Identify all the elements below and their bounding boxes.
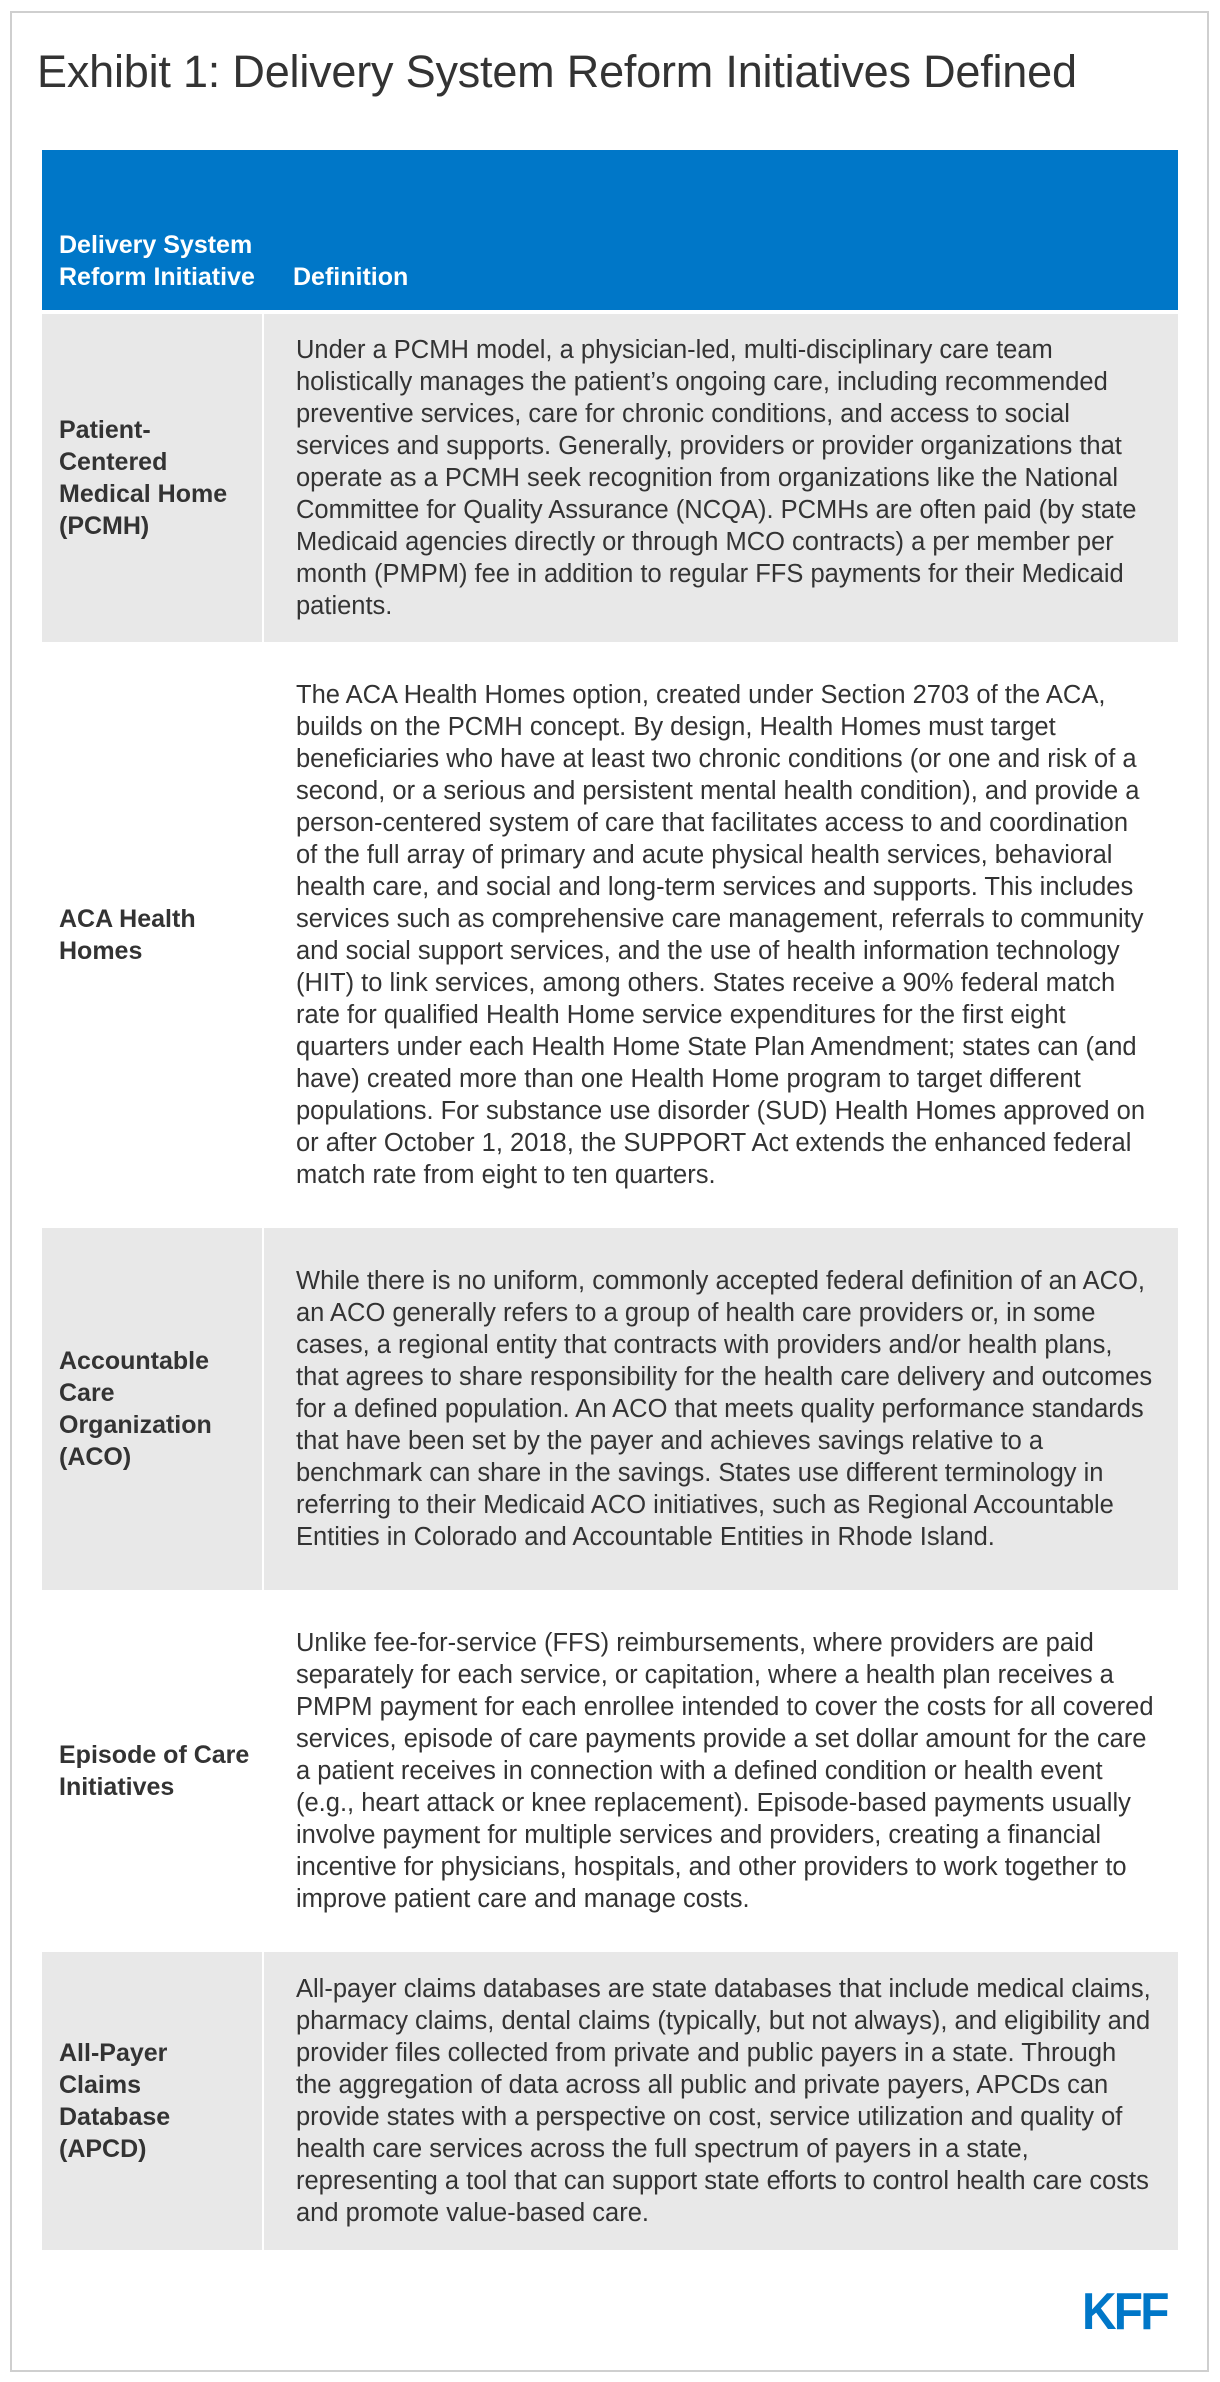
row-definition: Under a PCMH model, a physician-led, multi-disciplinary care team holistically manages the patient’s ongoing care, including recommended preventive services, care for chronic conditions, and access to social services and supports. Generally, providers or provider organizations that operate as a PCMH seek recognition from organizations like the National Committee for Quality Assurance (NCQA). PCMHs are often paid (by state Medicaid agencies directly or through MCO contracts) a per member per month (PMPM) fee in addition to regular FFS payments for their Medicaid patients. — [264, 314, 1178, 642]
exhibit-title: Exhibit 1: Delivery System Reform Initiatives Defined — [37, 46, 1077, 97]
kff-logo: KFF — [1082, 2283, 1167, 2341]
column-header-initiative: Delivery System Reform Initiative — [59, 231, 255, 291]
row-label: All-Payer Claims Database (APCD) — [42, 1952, 262, 2250]
row-definition: While there is no uniform, commonly accepted federal definition of an ACO, an ACO generally refers to a group of health care providers or, in some cases, a regional entity that contracts with providers and/or health plans, that agrees to share responsibility for the health care delivery and outcomes for a defined population. An ACO that meets quality performance standards that have been set by the payer and achieves savings relative to a benchmark can share in the savings. States use different terminology in referring to their Medicaid ACO initiatives, such as Regional Accountable Entities in Colorado and Accountable Entities in Rhode Island. — [264, 1228, 1178, 1590]
table-row-pcmh — [42, 314, 1178, 642]
row-label: Accountable Care Organization (ACO) — [42, 1228, 262, 1590]
row-label: ACA Health Homes — [42, 642, 262, 1228]
row-label: Patient-Centered Medical Home (PCMH) — [42, 314, 262, 642]
row-definition: The ACA Health Homes option, created under Section 2703 of the ACA, builds on the PCMH concept. By design, Health Homes must target beneficiaries who have at least two chronic conditions (or one and risk of a second, or a serious and persistent mental health condition), and provide a person-centered system of care that facilitates access to and coordination of the full array of primary and acute physical health services, behavioral health care, and social and long-term services and supports. This includes services such as comprehensive care management, referrals to community and social support services, and the use of health information technology (HIT) to link services, among others. States receive a 90% federal match rate for qualified Health Home service expenditures for the first eight quarters under each Health Home State Plan Amendment; states can (and have) created more than one Health Home program to target different populations. For substance use disorder (SUD) Health Homes approved on or after October 1, 2018, the SUPPORT Act extends the enhanced federal match rate from eight to ten quarters. — [264, 642, 1178, 1228]
table-row-aca-health-homes — [42, 642, 1178, 1228]
table-row-apcd — [42, 1952, 1178, 2250]
table-row-aco — [42, 1228, 1178, 1590]
row-definition: Unlike fee-for-service (FFS) reimbursements, where providers are paid separately for each service, or capitation, where a health plan receives a PMPM payment for each enrollee intended to cover the costs for all covered services, episode of care payments provide a set dollar amount for the care a patient receives in connection with a defined condition or health event (e.g., heart attack or knee replacement). Episode-based payments usually involve payment for multiple services and providers, creating a financial incentive for physicians, hospitals, and other providers to work together to improve patient care and manage costs. — [264, 1590, 1178, 1952]
table-header — [42, 150, 1178, 310]
table-row-episode-of-care — [42, 1590, 1178, 1952]
row-definition: All-payer claims databases are state databases that include medical claims, pharmacy claims, dental claims (typically, but not always), and eligibility and provider files collected from private and public payers in a state. Through the aggregation of data across all public and private payers, APCDs can provide states with a perspective on cost, service utilization and quality of health care services across the full spectrum of payers in a state, representing a tool that can support state efforts to control health care costs and promote value-based care. — [264, 1952, 1178, 2250]
column-header-definition: Definition — [293, 263, 409, 291]
row-label: Episode of Care Initiatives — [42, 1590, 262, 1952]
